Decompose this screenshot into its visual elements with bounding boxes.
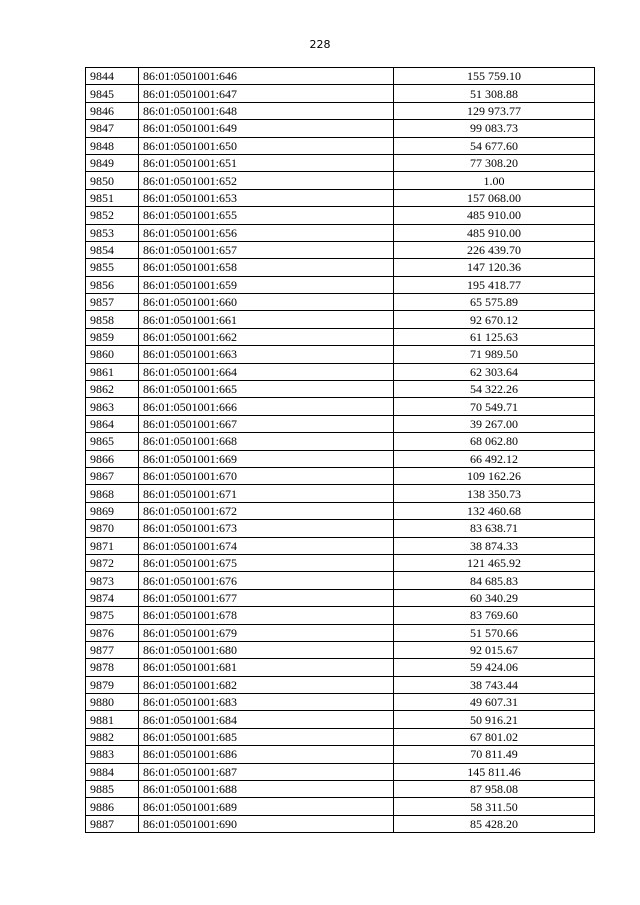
cadastral-number-cell: 86:01:0501001:689: [139, 798, 394, 815]
value-cell: 59 424.06: [394, 659, 595, 676]
cadastral-number-cell: 86:01:0501001:670: [139, 467, 394, 484]
value-cell: 70 549.71: [394, 398, 595, 415]
row-number-cell: 9849: [86, 154, 139, 171]
table-row: [86, 676, 595, 693]
cadastral-number-cell: 86:01:0501001:679: [139, 624, 394, 641]
value-cell: 39 267.00: [394, 415, 595, 432]
cadastral-number-cell: 86:01:0501001:671: [139, 485, 394, 502]
table-row: [86, 450, 595, 467]
value-cell: 157 068.00: [394, 189, 595, 206]
cadastral-number-cell: 86:01:0501001:680: [139, 641, 394, 658]
cadastral-number-cell: 86:01:0501001:646: [139, 68, 394, 85]
cadastral-number-cell: 86:01:0501001:659: [139, 276, 394, 293]
row-number-cell: 9865: [86, 433, 139, 450]
value-cell: 138 350.73: [394, 485, 595, 502]
row-number-cell: 9885: [86, 781, 139, 798]
table-row: [86, 294, 595, 311]
row-number-cell: 9852: [86, 207, 139, 224]
value-cell: 71 989.50: [394, 346, 595, 363]
table-row: [86, 641, 595, 658]
cadastral-number-cell: 86:01:0501001:667: [139, 415, 394, 432]
cadastral-number-cell: 86:01:0501001:648: [139, 102, 394, 119]
value-cell: 66 492.12: [394, 450, 595, 467]
table-row: [86, 68, 595, 85]
value-cell: 132 460.68: [394, 502, 595, 519]
table-row: [86, 659, 595, 676]
value-cell: 51 570.66: [394, 624, 595, 641]
row-number-cell: 9864: [86, 415, 139, 432]
table-row: [86, 815, 595, 832]
row-number-cell: 9879: [86, 676, 139, 693]
value-cell: 485 910.00: [394, 207, 595, 224]
table-row: [86, 120, 595, 137]
row-number-cell: 9876: [86, 624, 139, 641]
row-number-cell: 9860: [86, 346, 139, 363]
value-cell: 50 916.21: [394, 711, 595, 728]
value-cell: 485 910.00: [394, 224, 595, 241]
cadastral-number-cell: 86:01:0501001:661: [139, 311, 394, 328]
table-row: [86, 241, 595, 258]
row-number-cell: 9861: [86, 363, 139, 380]
cadastral-number-cell: 86:01:0501001:651: [139, 154, 394, 171]
cadastral-number-cell: 86:01:0501001:665: [139, 381, 394, 398]
cadastral-number-cell: 86:01:0501001:660: [139, 294, 394, 311]
table-row: [86, 224, 595, 241]
table-row: [86, 607, 595, 624]
value-cell: 77 308.20: [394, 154, 595, 171]
value-cell: 99 083.73: [394, 120, 595, 137]
cadastral-number-cell: 86:01:0501001:666: [139, 398, 394, 415]
table-row: [86, 572, 595, 589]
cadastral-number-cell: 86:01:0501001:682: [139, 676, 394, 693]
cadastral-number-cell: 86:01:0501001:652: [139, 172, 394, 189]
row-number-cell: 9858: [86, 311, 139, 328]
table-row: [86, 328, 595, 345]
table-body: [86, 68, 595, 833]
value-cell: 70 811.49: [394, 746, 595, 763]
value-cell: 65 575.89: [394, 294, 595, 311]
row-number-cell: 9884: [86, 763, 139, 780]
value-cell: 145 811.46: [394, 763, 595, 780]
value-cell: 87 958.08: [394, 781, 595, 798]
table-row: [86, 728, 595, 745]
cadastral-number-cell: 86:01:0501001:664: [139, 363, 394, 380]
cadastral-number-cell: 86:01:0501001:672: [139, 502, 394, 519]
cadastral-number-cell: 86:01:0501001:681: [139, 659, 394, 676]
cadastral-number-cell: 86:01:0501001:683: [139, 694, 394, 711]
cadastral-number-cell: 86:01:0501001:663: [139, 346, 394, 363]
cadastral-number-cell: 86:01:0501001:677: [139, 589, 394, 606]
value-cell: 54 322.26: [394, 381, 595, 398]
row-number-cell: 9844: [86, 68, 139, 85]
table-row: [86, 189, 595, 206]
value-cell: 1.00: [394, 172, 595, 189]
value-cell: 61 125.63: [394, 328, 595, 345]
table-row: [86, 137, 595, 154]
table-row: [86, 172, 595, 189]
page-number: 228: [309, 38, 331, 51]
row-number-cell: 9878: [86, 659, 139, 676]
value-cell: 49 607.31: [394, 694, 595, 711]
table-row: [86, 363, 595, 380]
table-row: [86, 763, 595, 780]
value-cell: 38 743.44: [394, 676, 595, 693]
row-number-cell: 9857: [86, 294, 139, 311]
cadastral-number-cell: 86:01:0501001:684: [139, 711, 394, 728]
row-number-cell: 9887: [86, 815, 139, 832]
cadastral-number-cell: 86:01:0501001:676: [139, 572, 394, 589]
row-number-cell: 9847: [86, 120, 139, 137]
value-cell: 121 465.92: [394, 554, 595, 571]
row-number-cell: 9870: [86, 520, 139, 537]
row-number-cell: 9848: [86, 137, 139, 154]
cadastral-number-cell: 86:01:0501001:688: [139, 781, 394, 798]
table-row: [86, 502, 595, 519]
value-cell: 83 638.71: [394, 520, 595, 537]
table-row: [86, 415, 595, 432]
row-number-cell: 9854: [86, 241, 139, 258]
value-cell: 92 015.67: [394, 641, 595, 658]
row-number-cell: 9859: [86, 328, 139, 345]
row-number-cell: 9863: [86, 398, 139, 415]
row-number-cell: 9867: [86, 467, 139, 484]
value-cell: 92 670.12: [394, 311, 595, 328]
value-cell: 60 340.29: [394, 589, 595, 606]
table-row: [86, 589, 595, 606]
value-cell: 226 439.70: [394, 241, 595, 258]
table-row: [86, 207, 595, 224]
table-row: [86, 624, 595, 641]
value-cell: 54 677.60: [394, 137, 595, 154]
table-row: [86, 694, 595, 711]
row-number-cell: 9850: [86, 172, 139, 189]
table-row: [86, 554, 595, 571]
row-number-cell: 9862: [86, 381, 139, 398]
table-row: [86, 746, 595, 763]
value-cell: 109 162.26: [394, 467, 595, 484]
row-number-cell: 9866: [86, 450, 139, 467]
row-number-cell: 9872: [86, 554, 139, 571]
row-number-cell: 9856: [86, 276, 139, 293]
row-number-cell: 9886: [86, 798, 139, 815]
row-number-cell: 9875: [86, 607, 139, 624]
value-cell: 155 759.10: [394, 68, 595, 85]
value-cell: 67 801.02: [394, 728, 595, 745]
cadastral-number-cell: 86:01:0501001:669: [139, 450, 394, 467]
value-cell: 129 973.77: [394, 102, 595, 119]
table-row: [86, 520, 595, 537]
cadastral-number-cell: 86:01:0501001:662: [139, 328, 394, 345]
value-cell: 195 418.77: [394, 276, 595, 293]
table-row: [86, 467, 595, 484]
cadastral-number-cell: 86:01:0501001:653: [139, 189, 394, 206]
row-number-cell: 9881: [86, 711, 139, 728]
value-cell: 51 308.88: [394, 85, 595, 102]
table-row: [86, 485, 595, 502]
row-number-cell: 9874: [86, 589, 139, 606]
cadastral-number-cell: 86:01:0501001:678: [139, 607, 394, 624]
cadastral-number-cell: 86:01:0501001:685: [139, 728, 394, 745]
table-row: [86, 346, 595, 363]
table-row: [86, 259, 595, 276]
value-cell: 38 874.33: [394, 537, 595, 554]
table-row: [86, 798, 595, 815]
table-row: [86, 433, 595, 450]
table-row: [86, 85, 595, 102]
cadastral-number-cell: 86:01:0501001:649: [139, 120, 394, 137]
cadastral-number-cell: 86:01:0501001:655: [139, 207, 394, 224]
cadastral-number-cell: 86:01:0501001:673: [139, 520, 394, 537]
table-row: [86, 102, 595, 119]
table-row: [86, 154, 595, 171]
row-number-cell: 9846: [86, 102, 139, 119]
table-row: [86, 311, 595, 328]
row-number-cell: 9853: [86, 224, 139, 241]
cadastral-number-cell: 86:01:0501001:690: [139, 815, 394, 832]
row-number-cell: 9882: [86, 728, 139, 745]
value-cell: 68 062.80: [394, 433, 595, 450]
row-number-cell: 9851: [86, 189, 139, 206]
row-number-cell: 9845: [86, 85, 139, 102]
cadastral-number-cell: 86:01:0501001:668: [139, 433, 394, 450]
table-row: [86, 537, 595, 554]
value-cell: 147 120.36: [394, 259, 595, 276]
cadastral-table: [85, 67, 595, 833]
value-cell: 62 303.64: [394, 363, 595, 380]
cadastral-number-cell: 86:01:0501001:656: [139, 224, 394, 241]
row-number-cell: 9877: [86, 641, 139, 658]
table-row: [86, 781, 595, 798]
cadastral-number-cell: 86:01:0501001:657: [139, 241, 394, 258]
row-number-cell: 9883: [86, 746, 139, 763]
row-number-cell: 9869: [86, 502, 139, 519]
cadastral-number-cell: 86:01:0501001:658: [139, 259, 394, 276]
cadastral-number-cell: 86:01:0501001:674: [139, 537, 394, 554]
value-cell: 58 311.50: [394, 798, 595, 815]
table-row: [86, 381, 595, 398]
cadastral-number-cell: 86:01:0501001:650: [139, 137, 394, 154]
table-row: [86, 276, 595, 293]
table-row: [86, 398, 595, 415]
row-number-cell: 9873: [86, 572, 139, 589]
cadastral-number-cell: 86:01:0501001:647: [139, 85, 394, 102]
table-row: [86, 711, 595, 728]
row-number-cell: 9855: [86, 259, 139, 276]
cadastral-number-cell: 86:01:0501001:686: [139, 746, 394, 763]
cadastral-number-cell: 86:01:0501001:687: [139, 763, 394, 780]
row-number-cell: 9868: [86, 485, 139, 502]
cadastral-number-cell: 86:01:0501001:675: [139, 554, 394, 571]
value-cell: 83 769.60: [394, 607, 595, 624]
value-cell: 85 428.20: [394, 815, 595, 832]
value-cell: 84 685.83: [394, 572, 595, 589]
row-number-cell: 9880: [86, 694, 139, 711]
row-number-cell: 9871: [86, 537, 139, 554]
